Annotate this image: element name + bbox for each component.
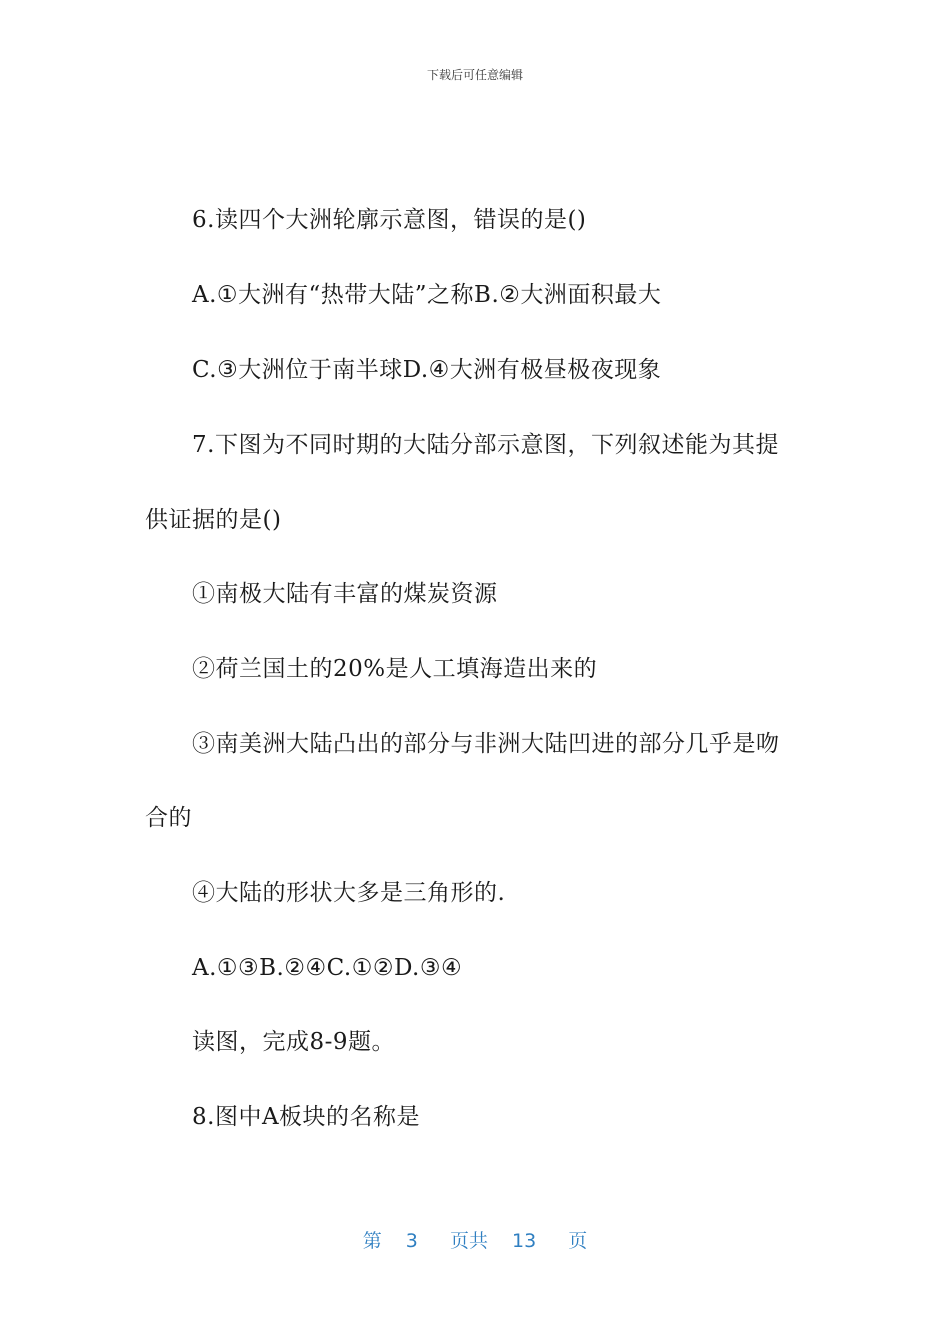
question-7-statement-3-continued: 合的	[145, 805, 192, 831]
footer-total-pages: 13	[512, 1230, 537, 1252]
question-7-stem: 7.下图为不同时期的大陆分部示意图，下列叙述能为其提	[192, 432, 779, 458]
question-6-stem: 6.读四个大洲轮廓示意图，错误的是()	[192, 207, 587, 233]
page-footer	[0, 1226, 950, 1253]
question-6-options-cd: C.③大洲位于南半球D.④大洲有极昼极夜现象	[192, 357, 662, 383]
question-7-statement-1: ①南极大陆有丰富的煤炭资源	[192, 581, 498, 607]
footer-label-middle: 页共	[449, 1230, 488, 1252]
question-7-statement-3: ③南美洲大陆凸出的部分与非洲大陆凹进的部分几乎是吻	[192, 731, 780, 757]
question-8-stem: 8.图中A板块的名称是	[192, 1104, 421, 1130]
question-6-options-ab: A.①大洲有“热带大陆”之称B.②大洲面积最大	[192, 282, 662, 308]
question-7-stem-continued: 供证据的是()	[145, 507, 282, 533]
footer-label-prefix: 第	[362, 1230, 382, 1252]
page-header: 下载后可任意编辑	[426, 68, 523, 82]
question-7-options: A.①③B.②④C.①②D.③④	[192, 955, 463, 981]
footer-current-page: 3	[405, 1230, 418, 1252]
instruction-8-9: 读图，完成8-9题。	[192, 1029, 396, 1055]
footer-label-suffix: 页	[568, 1230, 588, 1252]
question-7-statement-2: ②荷兰国土的20%是人工填海造出来的	[192, 656, 598, 682]
question-7-statement-4: ④大陆的形状大多是三角形的.	[192, 880, 506, 906]
